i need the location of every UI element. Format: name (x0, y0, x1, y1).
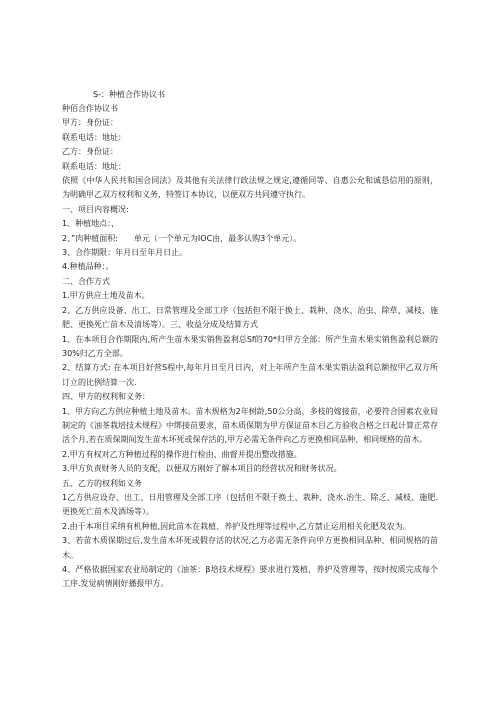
party-b-contact-line: 联系电话：地址： (62, 161, 126, 171)
list-item: 2、结算方式: 在本项目好营S程中,每年月日至月日内，对上年所产生苗木果实销法盈利总额按甲乙双方所订立的比例结算一次. (62, 363, 438, 387)
document-body (62, 102, 438, 592)
party-a-contact-line: 联系电话：地址： (62, 132, 126, 142)
party-b-id-line: 乙方：身份证： (62, 147, 118, 157)
list-item: 2.甲方有权对乙方种植过程的操作进行检由、曲督并提出整改措施。 (62, 449, 302, 459)
list-item: 1.甲方供应土地及苗木。 (62, 291, 150, 301)
list-item: 1、种植地点：， (62, 219, 120, 229)
party-a-id-line: 甲方：身份证： (62, 118, 118, 128)
section-heading: 四、甲方的权利和义务： (62, 392, 150, 402)
list-item: 2、乙方供应设备、出工、日常管理及全部工序（包括但不限于换土、栽种、浇水、治虫、除草、减枝、施肥、更换死亡苗木及清场等）。三、收益分成及结算方式 (62, 305, 438, 330)
list-item: 1乙方供应设存、出工、日用管理及全部工序（包括但不限于换土、栽种、浇水.治生、除乏、减枝、施肥.更换死亡苗木及酒场等）。 (62, 492, 438, 517)
section-heading: 一、项目内容概况: (62, 204, 129, 214)
document-heading: S-：种植合作协议书 (93, 90, 165, 99)
list-item: 3.甲方负责财务人员的支配，以便双方刚好了解本项目的经营状况和财务状况。 (62, 464, 342, 474)
list-item: 4.种植品种：。 (62, 262, 114, 272)
list-item: 3、若苗木质保期过后,发生苗木坏死或假存活的状况,乙方必需无条件向甲方更换相同品种、相同规格的苗木。 (62, 536, 438, 560)
document-subtitle: 种佰合作协议书 (62, 104, 118, 113)
section-heading: 二、合作方式 (62, 276, 110, 286)
list-item: 1、甲方向乙方供应种植土地及苗木。苗木规格为2年树龄,50公分高，多枝的嫁接苗，必要符合国素农业局制定的《油茶栽培技术规程》中绑接苗要求，苗木质保期为甲方保证苗木目乙方验收合格之日起计算正常存活个月,若在质保期间发生苗木坏死或保存活的,甲方必需无条件向乙方更换相同品种、相同规格的苗木。 (62, 406, 438, 445)
list-item: 1、在本项目合作期限内,所产生苗木果实销售盈利总Sf的70*归甲方全部：所产生苗木果实销售盈利总额的30%归乙方全部。 (62, 334, 438, 358)
section-heading: 五、乙方的权利如义务 (62, 478, 142, 488)
list-item: 3、合作期限：年月日至年月日止。 (62, 248, 188, 258)
list-item: 2.由于本项目采纳有机种植,因此苗木在栽植、养护及性理等过程中,乙方禁止运用相关化肥及农为。 (62, 521, 411, 531)
preamble-paragraph: 依照《中华人民共和国合同法》及其他有关法律行政法规之规定,遵循同等、自惠公允和诚恳信用的原则，为明确甲乙双方权利和义务，特签订本协议，以便双方共同遵守执行。 (62, 176, 438, 200)
list-item: 2、”肉种植面积: 单元（一个单元为IOC由，最多认购3个单元）。 (62, 233, 302, 243)
list-item: 4、严格依据国家农业局制定的《油茶：β培技术规程》要求进行笈植，养护及管理等，按时按质完成每个工序.发觉病情刚好播报甲方。 (62, 565, 438, 589)
